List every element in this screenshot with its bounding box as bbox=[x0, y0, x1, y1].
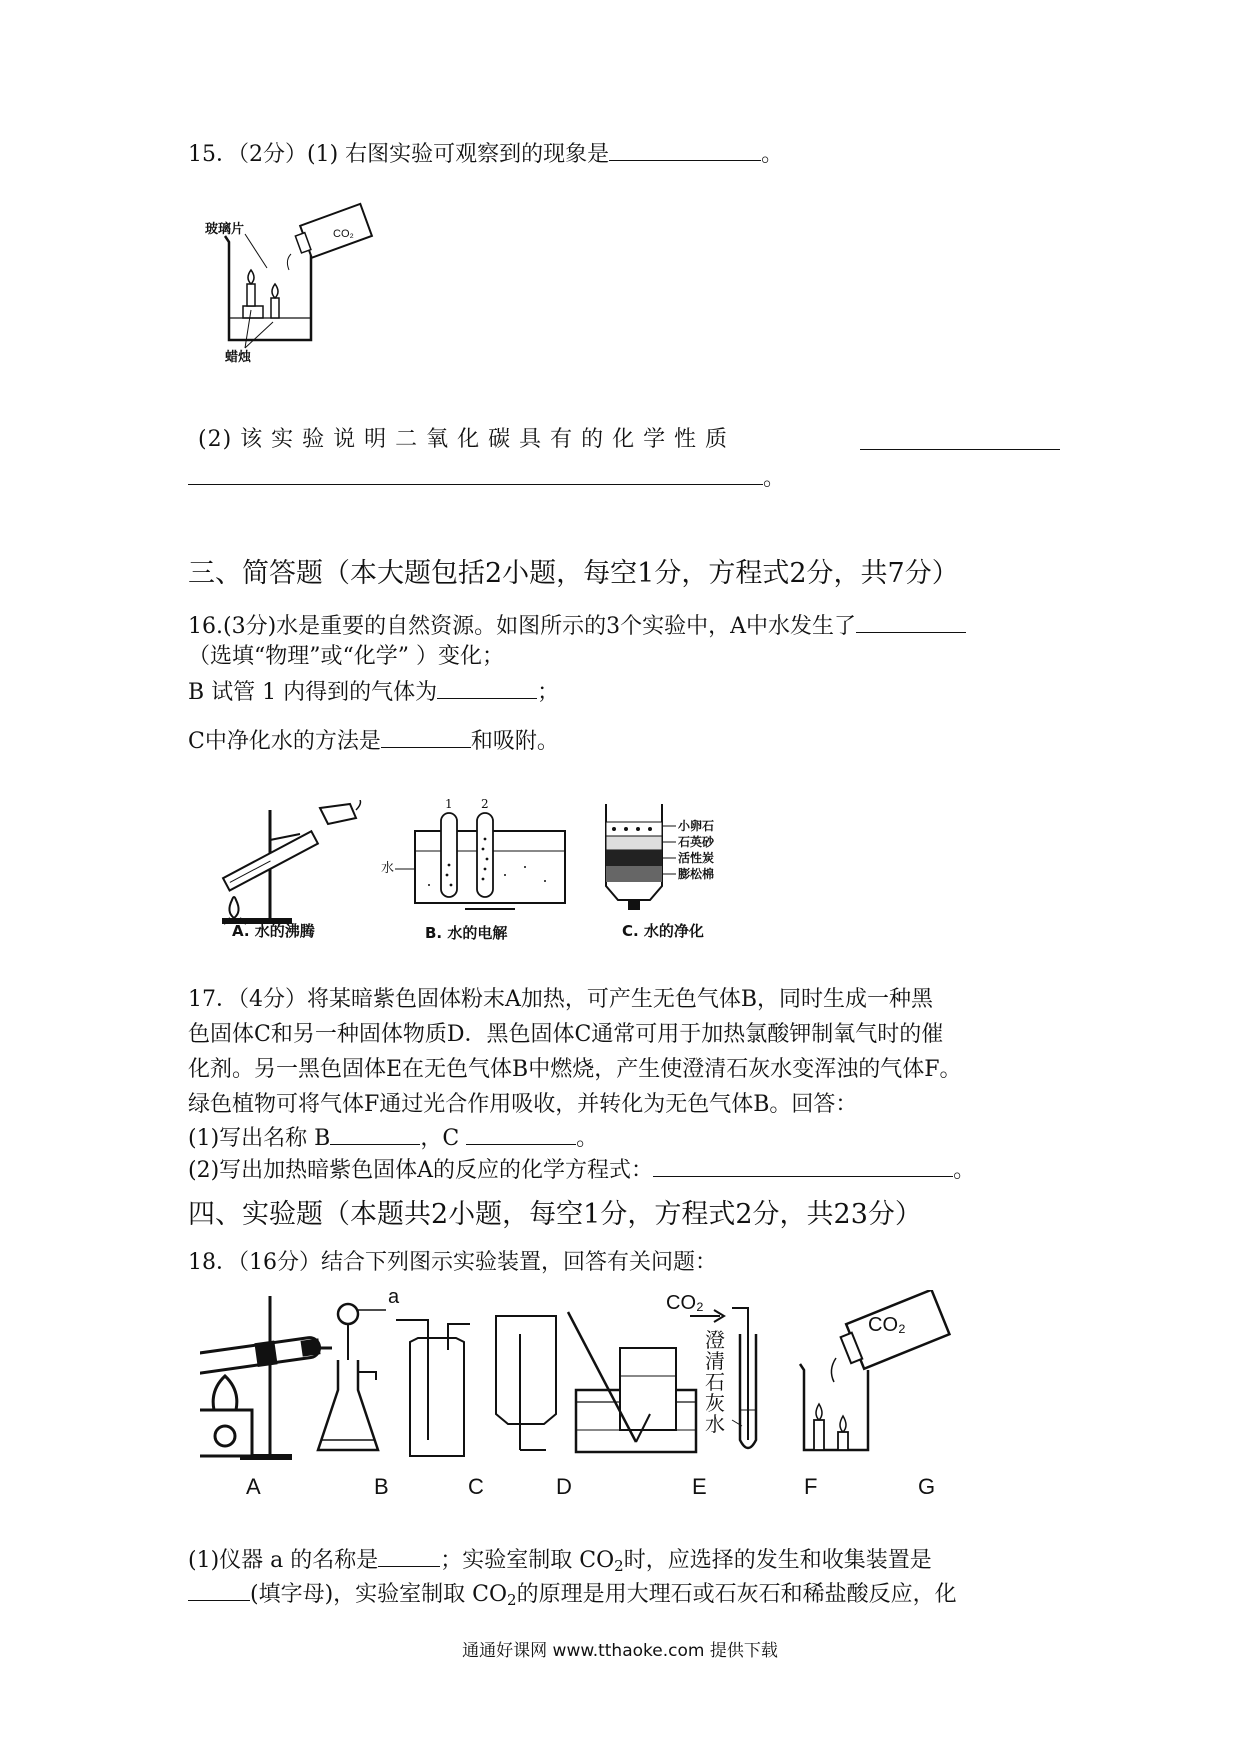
label-co2-jar: CO₂ bbox=[333, 228, 354, 240]
q16-line1-text: 16.(3分)水是重要的自然资源。如图所示的3个实验中，A中水发生了 bbox=[188, 614, 857, 639]
q17-line2: 色固体C和另一种固体物质D．黑色固体C通常可用于加热氯酸钾制氧气时的催 bbox=[188, 1022, 944, 1047]
section3-heading: 三、简答题（本大题包括2小题，每空1分，方程式2分，共7分） bbox=[188, 558, 959, 589]
figure-lab-apparatus bbox=[200, 1286, 1080, 1465]
apparatus-letter-f: F bbox=[804, 1474, 818, 1499]
apparatus-letter-e: E bbox=[692, 1474, 707, 1499]
q15-line1-end: 。 bbox=[761, 142, 784, 167]
label-activated-carbon: 活性炭 bbox=[678, 851, 715, 865]
q16-line3-text: B 试管 1 内得到的气体为 bbox=[188, 680, 438, 705]
q17-line5-mid: ，C bbox=[420, 1126, 467, 1151]
answer-blank[interactable] bbox=[860, 427, 1060, 450]
q17-line1: 17．（4分）将某暗紫色固体粉末A加热，可产生无色气体B，同时生成一种黑 bbox=[188, 987, 934, 1012]
q16-line4-end: 和吸附。 bbox=[470, 729, 559, 754]
q18-p2-sub: 2 bbox=[507, 1591, 517, 1609]
apparatus-letter-a: A bbox=[246, 1474, 261, 1499]
q16-line4-text: C中净化水的方法是 bbox=[188, 729, 381, 754]
answer-blank-c[interactable] bbox=[466, 1122, 576, 1145]
answer-blank[interactable] bbox=[188, 462, 763, 485]
answer-blank[interactable] bbox=[653, 1154, 953, 1177]
q17-line5-end: 。 bbox=[576, 1126, 599, 1151]
answer-blank[interactable] bbox=[609, 138, 761, 161]
q17-line6-end: 。 bbox=[953, 1158, 976, 1183]
q15-line2 bbox=[198, 425, 728, 455]
q18-p1-mid: ；实验室制取 CO bbox=[440, 1548, 615, 1573]
q17-line5-text: (1)写出名称 B bbox=[188, 1126, 331, 1151]
label-co2-g: CO₂ bbox=[868, 1314, 906, 1336]
apparatus-c bbox=[396, 1320, 470, 1456]
q16-line4 bbox=[188, 725, 559, 757]
q16-line1 bbox=[188, 610, 966, 642]
label-co2-f: CO₂ bbox=[666, 1292, 704, 1314]
q18-p1-text: (1)仪器 a 的名称是 bbox=[188, 1548, 379, 1573]
apparatus-letter-c: C bbox=[468, 1474, 484, 1499]
q18-p2-end: 的原理是用大理石或石灰石和稀盐酸反应，化 bbox=[516, 1582, 957, 1607]
label-tube-2: 2 bbox=[481, 797, 489, 811]
caption-a-water-boiling: A. 水的沸腾 bbox=[232, 922, 315, 940]
q16-line3 bbox=[188, 676, 559, 708]
section4-heading: 四、实验题（本题共2小题，每空1分，方程式2分，共23分） bbox=[188, 1199, 922, 1230]
label-instrument-a: a bbox=[388, 1286, 400, 1308]
answer-blank-apparatus[interactable] bbox=[188, 1578, 250, 1601]
q18-line1: 18．（16分）结合下列图示实验装置，回答有关问题： bbox=[188, 1250, 717, 1275]
answer-blank[interactable] bbox=[381, 725, 471, 748]
q17-line6-text: (2)写出加热暗紫色固体A的反应的化学方程式： bbox=[188, 1158, 654, 1183]
figure-water-boiling bbox=[210, 800, 370, 940]
q18-p2-mid: (填字母)，实验室制取 CO bbox=[250, 1582, 508, 1607]
q15-line2-text: (2) 该 实 验 说 明 二 氧 化 碳 具 有 的 化 学 性 质 bbox=[198, 427, 729, 452]
answer-blank-instrument[interactable] bbox=[378, 1544, 440, 1567]
q16-line2: （选填“物理”或“化学” ）变化； bbox=[188, 644, 504, 669]
label-candle: 蜡烛 bbox=[225, 350, 252, 365]
label-quartz-sand: 石英砂 bbox=[678, 835, 715, 849]
apparatus-letter-b: B bbox=[374, 1474, 389, 1499]
q15-line3 bbox=[188, 462, 785, 494]
label-water: 水 bbox=[381, 861, 395, 876]
q18-part1-line2 bbox=[188, 1578, 957, 1615]
apparatus-letter-g: G bbox=[918, 1474, 936, 1499]
label-cotton: 膨松棉 bbox=[678, 867, 715, 881]
q15-candle-beaker-figure bbox=[205, 198, 385, 368]
apparatus-letter-d: D bbox=[556, 1474, 572, 1499]
answer-blank[interactable] bbox=[437, 676, 537, 699]
figure-water-purification bbox=[600, 800, 740, 940]
q15-line1 bbox=[188, 138, 783, 170]
q15-line3-end: 。 bbox=[763, 466, 786, 491]
caption-b-electrolysis: B. 水的电解 bbox=[425, 924, 508, 942]
q16-line3-end: ； bbox=[537, 680, 560, 705]
apparatus-b bbox=[318, 1304, 386, 1450]
label-pebble: 小卵石 bbox=[678, 819, 715, 833]
q17-line4: 绿色植物可将气体F通过光合作用吸收，并转化为无色气体B。回答： bbox=[188, 1092, 858, 1117]
label-tube-1: 1 bbox=[445, 797, 453, 811]
q18-p1-end: 时，应选择的发生和收集装置是 bbox=[623, 1548, 932, 1573]
apparatus-e bbox=[568, 1312, 696, 1452]
q18-part1-line1 bbox=[188, 1544, 932, 1581]
footer-download-note: 通通好课网 www.tthaoke.com 提供下载 bbox=[462, 1641, 778, 1661]
label-limewater: 澄清石灰水 bbox=[705, 1328, 725, 1436]
answer-blank[interactable] bbox=[856, 610, 966, 633]
label-glass-piece: 玻璃片 bbox=[205, 222, 245, 237]
q15-line1-text: 15．（2分）(1) 右图实验可观察到的现象是 bbox=[188, 142, 610, 167]
figure-water-electrolysis bbox=[381, 797, 585, 942]
q17-line3: 化剂。另一黑色固体E在无色气体B中燃烧，产生使澄清石灰水变浑浊的气体F。 bbox=[188, 1057, 962, 1082]
q17-line5 bbox=[188, 1122, 598, 1154]
apparatus-a bbox=[200, 1296, 332, 1460]
q18-p1-sub: 2 bbox=[614, 1557, 624, 1575]
answer-blank-b[interactable] bbox=[330, 1122, 420, 1145]
q17-line6 bbox=[188, 1154, 975, 1186]
caption-c-purification: C. 水的净化 bbox=[622, 922, 704, 940]
apparatus-d bbox=[496, 1316, 556, 1450]
